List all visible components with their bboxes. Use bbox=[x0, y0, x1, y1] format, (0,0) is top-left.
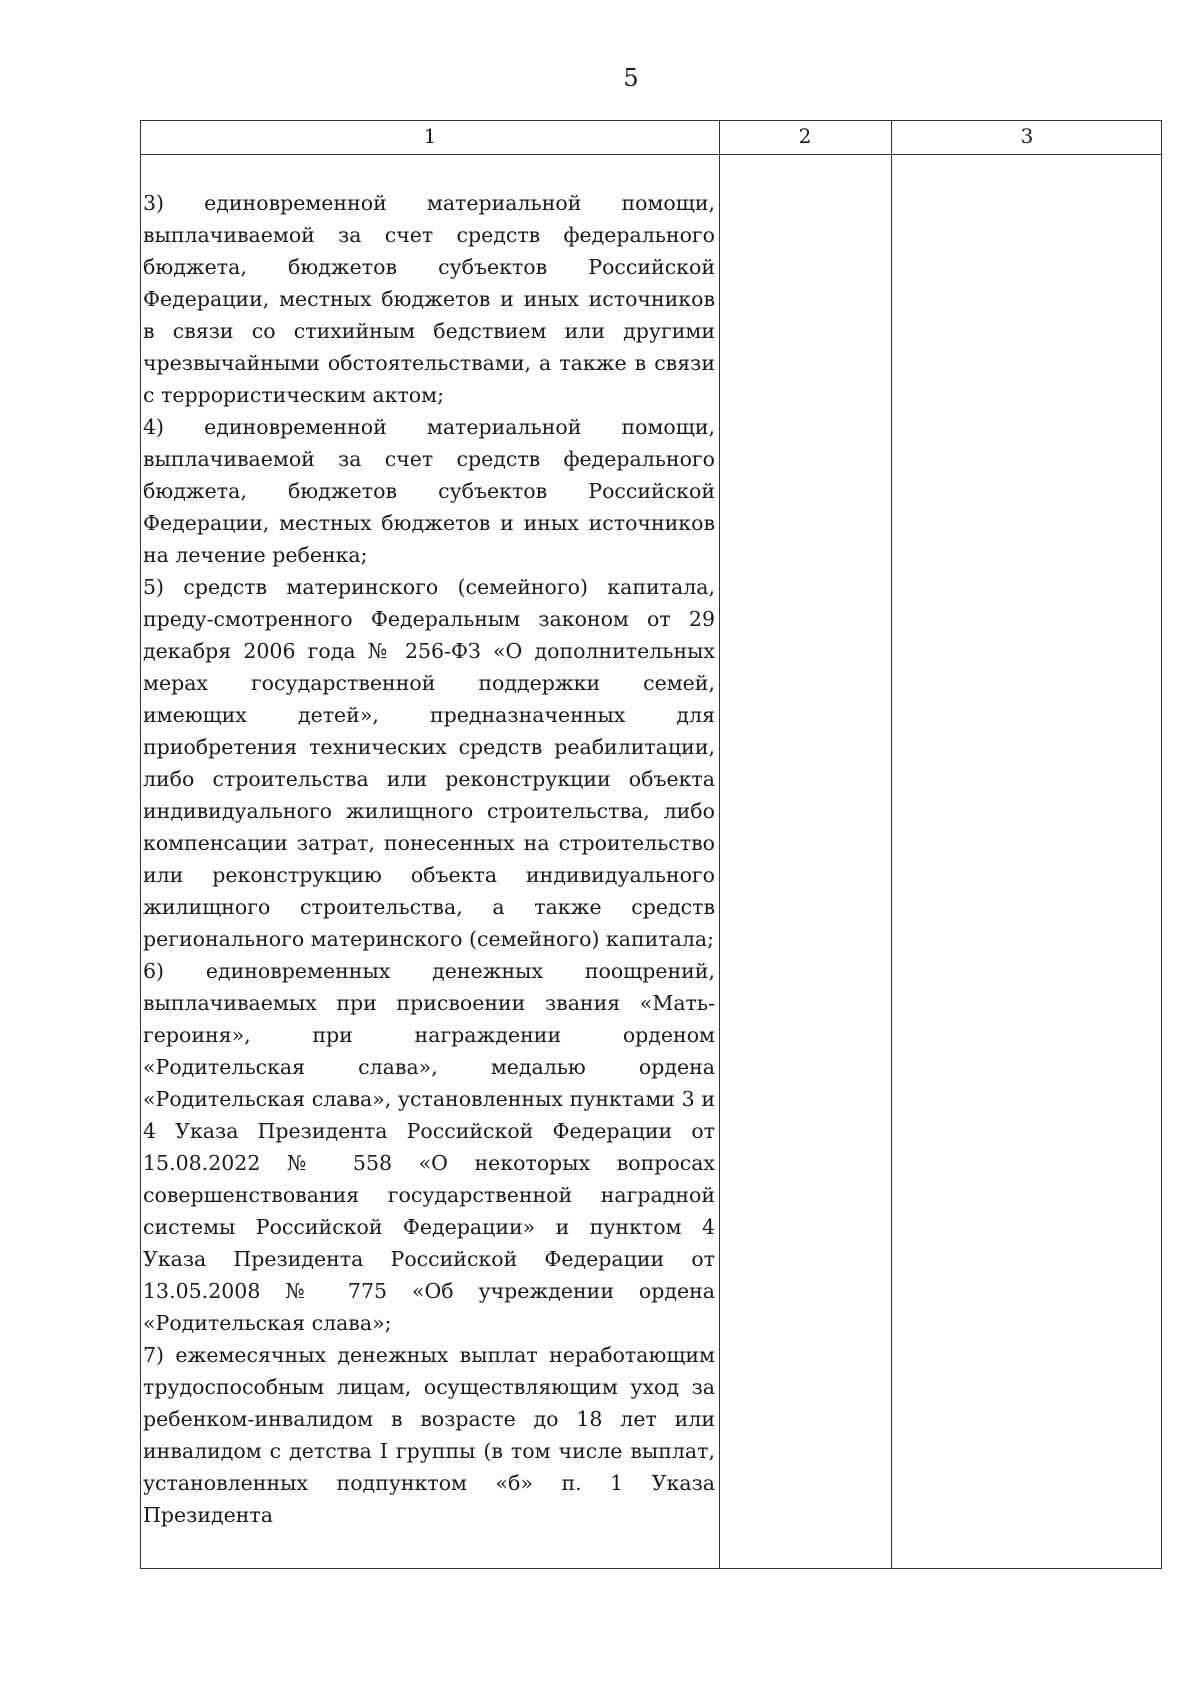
column-header-2: 2 bbox=[798, 124, 812, 148]
list-item-6: 6) единовременных денежных поощрений, выплачиваемых при присвоении звания «Мать-героиня», при награждении орденом «Родительская слава», медалью ордена «Родительская слава», установленных пунктами 3 и 4 Указа Президента Российской Федерации от 15.08.2022 № 558 «О некоторых вопросах совершенствования государственной наградной системы Российской Федерации» и пунктом 4 Указа Президента Российской Федерации от 13.05.2008 № 775 «Об учреждении ордена «Родительская слава»; bbox=[143, 959, 715, 1335]
column-header-1: 1 bbox=[423, 124, 437, 148]
document-table bbox=[140, 120, 1162, 1569]
column-divider-1 bbox=[719, 121, 720, 1568]
column-1-content bbox=[143, 187, 715, 1531]
column-header-3: 3 bbox=[1020, 124, 1034, 148]
list-item-5: 5) средств материнского (семейного) капитала, преду-смотренного Федеральным законом от 29 декабря 2006 года № 256-ФЗ «О дополнительных мерах государственной поддержки семей, имеющих детей», предназначенных для приобретения технических средств реабилитации, либо строительства или реконструкции объекта индивидуального жилищного строительства, либо компенсации затрат, понесенных на строительство или реконструкцию объекта индивидуального жилищного строительства, а также средств регионального материнского (семейного) капитала; bbox=[143, 575, 715, 951]
list-item-4: 4) единовременной материальной помощи, выплачиваемой за счет средств федерального бюджета, бюджетов субъектов Российской Федерации, местных бюджетов и иных источников на лечение ребенка; bbox=[143, 415, 715, 567]
list-item-7: 7) ежемесячных денежных выплат неработающим трудоспособным лицам, осуществляющим уход за ребенком-инвалидом в возрасте до 18 лет или инвалидом с детства I группы (в том числе выплат, установленных подпунктом «б» п. 1 Указа Президента bbox=[143, 1343, 715, 1527]
page-number: 5 bbox=[623, 64, 639, 92]
list-item-3: 3) единовременной материальной помощи, выплачиваемой за счет средств федерального бюджета, бюджетов субъектов Российской Федерации, местных бюджетов и иных источников в связи со стихийным бедствием или другими чрезвычайными обстоятельствами, а также в связи с террористическим актом; bbox=[143, 191, 715, 407]
column-divider-2 bbox=[891, 121, 892, 1568]
table-header-row bbox=[141, 121, 1161, 155]
